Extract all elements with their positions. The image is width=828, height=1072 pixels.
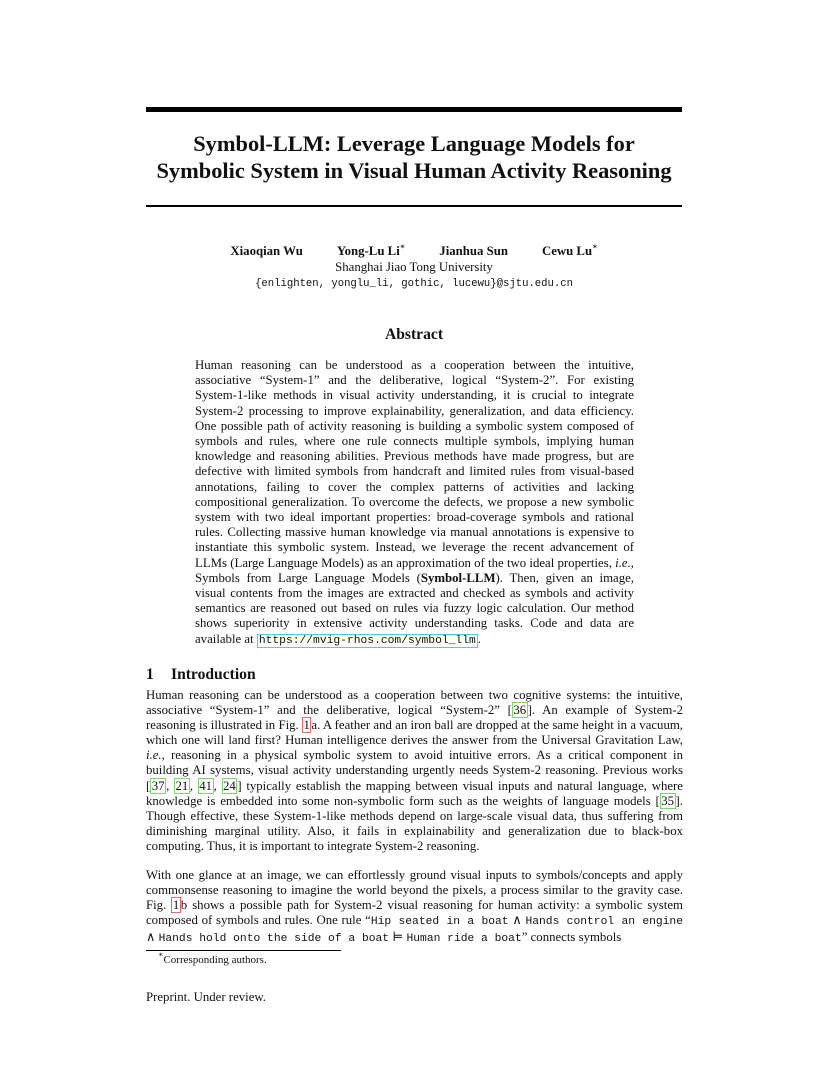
abstract-heading: Abstract <box>384 326 444 343</box>
citation-link[interactable]: 36 <box>513 703 527 718</box>
abstract-text: Human reasoning can be understood as a cooperation between the intuitive, associative “System-1” and the deliberative, logical “System-2”. For existing System-1-like methods in visual activity understanding, it is crucial to integrate System-2 processing to improve explainability, generalization, and data efficiency. One possible path of activity reasoning is building a symbolic system composed of symbols and rules, where one rule connects multiple symbols, implying human knowledge and reasoning abilities. Previous methods have made progress, but are defective with limited symbols from handcraft and limited rules from visual-based annotations, failing to cover the complex patterns of activities and lacking compositional generalization. To overcome the defects, we propose a new symbolic system with two ideal important properties: broad-coverage symbols and rational rules. Collecting massive human knowledge via manual annotations is expensive to instantiate this symbolic system. Instead, we leverage the recent advancement of LLMs (Large Language Models) as an approximation of the two ideal properties, i.e., Symbols from Large Language Models (Symbol-LLM). Then, given an image, visual contents from the images are extracted and checked as symbols and activity semantics are reasoned out based on rules via fuzzy logic calculation. Our method shows superiority in extensive activity understanding tasks. Code and data are available at https://mvig-rhos.com/symbol_llm . <box>195 358 634 647</box>
footnote-rule <box>146 950 341 951</box>
author-emails: {enlighten, yonglu_li, gothic, lucewu}@sjtu.edu.cn <box>255 278 573 290</box>
citation-link[interactable]: 41 <box>199 778 213 793</box>
author: Jianhua Sun <box>439 244 508 258</box>
citation-link[interactable]: 35 <box>661 793 675 808</box>
section-heading-introduction <box>146 666 682 684</box>
intro-paragraph-2: With one glance at an image, we can effortlessly ground visual inputs to symbols/concepts and apply commonsense reasoning to imagine the world beyond the pixels, a process similar to the gravity case. Fig. 1 b shows a possible path for System-2 visual reasoning for human activity: a symbolic system composed of symbols and rules. One rule “Hip seated in a boat ∧ Hands control an engine ∧ Hands hold onto the side of a boat ⊨ Human ride a boat” connects symbols <box>146 868 683 946</box>
intro-paragraph-1: Human reasoning can be understood as a cooperation between two cognitive systems: the intuitive, associative “System-1” and the deliberative, logical “System-2” [ 36 ]. An example of System-2 reasoning is illustrated in Fig. 1 a. A feather and an iron ball are dropped at the same height in a vacuum, which one will land first? Human intelligence derives the answer from the Universal Gravitation Law, i.e., reasoning in a physical symbolic system to avoid intuitive errors. As a critical component in building AI systems, visual activity understanding urgently needs System-2 reasoning. Previous works [ 37 , 21 , 41 , 24 ] typically establish the mapping between visual inputs and natural language, where knowledge is embedded into some non-symbolic form such as the weights of language models [ 35 ]. Though effective, these System-1-like methods depend on large-scale visual data, thus suffering from diminishing marginal utility. Also, it fails in explainability and generalization due to black-box computing. Thus, it is important to integrate System-2 reasoning. <box>146 688 683 853</box>
citation-link[interactable]: 37 <box>151 778 165 793</box>
title-line-1: Symbol-LLM: Leverage Language Models for <box>193 131 635 156</box>
bottom-title-rule <box>146 205 682 207</box>
paper-title <box>146 131 682 184</box>
title-line-2: Symbolic System in Visual Human Activity Reasoning <box>156 157 672 183</box>
author-block <box>146 243 682 292</box>
preprint-notice: Preprint. Under review. <box>146 990 266 1004</box>
author: Xiaoqian Wu <box>230 244 303 258</box>
section-number: 1 <box>146 666 154 683</box>
figure-link[interactable]: 1 <box>172 898 180 913</box>
author: Cewu Lu∗ <box>541 242 598 258</box>
author: Yong-Lu Li∗ <box>336 242 406 258</box>
citation-link[interactable]: 21 <box>175 778 189 793</box>
author-names <box>146 243 682 259</box>
citation-link[interactable]: 24 <box>223 778 236 793</box>
affiliation: Shanghai Jiao Tong University <box>335 260 493 274</box>
top-title-rule <box>146 107 682 112</box>
section-title: Introduction <box>171 666 256 683</box>
figure-link[interactable]: 1 <box>303 718 310 733</box>
code-url-link[interactable]: https://mvig-rhos.com/symbol_llm <box>258 634 476 647</box>
footnote: ∗Corresponding authors. <box>158 950 267 966</box>
